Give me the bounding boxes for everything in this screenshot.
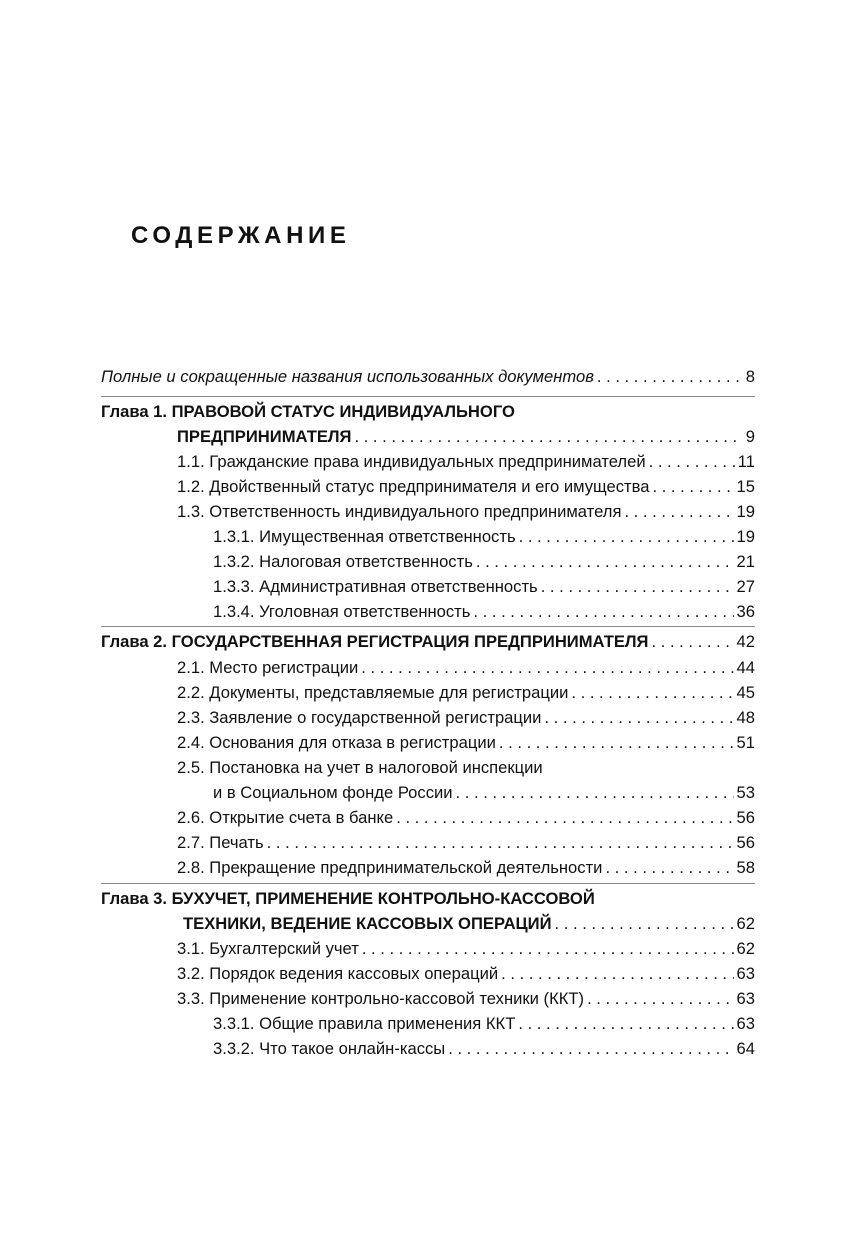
toc-leader-dots xyxy=(605,855,733,880)
toc-entry-label: 3.1. Бухгалтерский учет xyxy=(177,939,359,958)
toc-page-number: 21 xyxy=(736,552,755,571)
toc-page-number: 48 xyxy=(736,708,755,727)
toc-chapter-heading[interactable] xyxy=(101,629,755,654)
toc-entry[interactable] xyxy=(213,549,755,574)
toc-leader-dots xyxy=(476,549,734,574)
toc-entry[interactable] xyxy=(213,524,755,549)
toc-entry[interactable] xyxy=(101,364,755,389)
toc-entry[interactable] xyxy=(177,680,755,705)
toc-chapter-heading[interactable] xyxy=(101,886,755,911)
toc-entry[interactable] xyxy=(177,499,755,524)
toc-page-number: 63 xyxy=(736,1014,755,1033)
toc-leader-dots xyxy=(518,1011,733,1036)
toc-leader-dots xyxy=(649,449,735,474)
toc-entry-label: 3.3.1. Общие правила применения ККТ xyxy=(213,1014,516,1033)
toc-entry-label: 3.3.2. Что такое онлайн-кассы xyxy=(213,1039,446,1058)
toc-entry[interactable] xyxy=(177,705,755,730)
toc-page-number: 63 xyxy=(736,989,755,1008)
toc-entry-label: Глава 2. ГОСУДАРСТВЕННАЯ РЕГИСТРАЦИЯ ПРЕДПРИНИМАТЕЛЯ xyxy=(101,632,649,651)
toc-leader-dots xyxy=(544,705,733,730)
toc-chapter-heading-continued[interactable] xyxy=(183,911,755,936)
toc-leader-dots xyxy=(519,524,734,549)
toc-leader-dots xyxy=(555,911,734,936)
toc-entry-label: 3.2. Порядок ведения кассовых операций xyxy=(177,964,499,983)
toc-page-number: 36 xyxy=(736,602,755,621)
toc-leader-dots xyxy=(396,805,733,830)
toc-entry[interactable] xyxy=(213,574,755,599)
toc-entry[interactable] xyxy=(177,830,755,855)
toc-leader-dots xyxy=(448,1036,733,1061)
toc-entry-label: 2.2. Документы, представляемые для регистрации xyxy=(177,683,569,702)
toc-entry-label: 1.1. Гражданские права индивидуальных предпринимателей xyxy=(177,452,646,471)
toc-page-number: 19 xyxy=(736,502,755,521)
toc-leader-dots xyxy=(362,936,734,961)
toc-entry-label: 2.1. Место регистрации xyxy=(177,658,359,677)
toc-entry-label: 1.3.4. Уголовная ответственность xyxy=(213,602,471,621)
toc-leader-dots xyxy=(624,499,733,524)
toc-page-number: 62 xyxy=(736,914,755,933)
toc-entry-label: Полные и сокращенные названия использованных документов xyxy=(101,367,594,386)
divider xyxy=(101,396,755,397)
toc-leader-dots xyxy=(652,474,733,499)
toc-entry[interactable] xyxy=(177,474,755,499)
toc-leader-dots xyxy=(354,424,742,449)
page-title: СОДЕРЖАНИЕ xyxy=(131,222,351,249)
toc-entry-label: 1.3.1. Имущественная ответственность xyxy=(213,527,516,546)
toc-entry-label: 1.3. Ответственность индивидуального предпринимателя xyxy=(177,502,622,521)
toc-entry-label: 2.8. Прекращение предпринимательской деятельности xyxy=(177,858,603,877)
toc-leader-dots xyxy=(587,986,733,1011)
toc-page-number: 53 xyxy=(736,783,755,802)
toc-page-number: 63 xyxy=(736,964,755,983)
toc-entry-label: 2.6. Открытие счета в банке xyxy=(177,808,394,827)
toc-leader-dots xyxy=(361,655,733,680)
toc-leader-dots xyxy=(473,599,733,624)
toc-leader-dots xyxy=(652,629,734,654)
toc-entry-label: ПРЕДПРИНИМАТЕЛЯ xyxy=(177,427,352,446)
toc-leader-dots xyxy=(541,574,734,599)
toc-page-number: 42 xyxy=(736,632,755,651)
toc-leader-dots xyxy=(499,730,734,755)
toc-entry-label: 1.2. Двойственный статус предпринимателя и его имущества xyxy=(177,477,650,496)
toc-page-number: 27 xyxy=(736,577,755,596)
divider xyxy=(101,626,755,627)
toc-entry[interactable] xyxy=(177,449,755,474)
toc-leader-dots xyxy=(267,830,734,855)
toc-page-number: 51 xyxy=(736,733,755,752)
toc-entry[interactable] xyxy=(213,599,755,624)
toc-page-number: 45 xyxy=(736,683,755,702)
toc-entry-label: Глава 3. БУХУЧЕТ, ПРИМЕНЕНИЕ КОНТРОЛЬНО-КАССОВОЙ xyxy=(101,889,595,908)
toc-entry-label: 1.3.3. Административная ответственность xyxy=(213,577,538,596)
toc-chapter-heading[interactable] xyxy=(101,399,755,424)
toc-leader-dots xyxy=(571,680,733,705)
toc-leader-dots xyxy=(456,780,734,805)
toc-entry-label: и в Социальном фонде России xyxy=(213,783,453,802)
toc-entry[interactable] xyxy=(177,730,755,755)
toc-entry[interactable] xyxy=(177,961,755,986)
toc-entry[interactable] xyxy=(177,655,755,680)
toc-entry[interactable] xyxy=(177,755,755,780)
toc-entry[interactable] xyxy=(177,986,755,1011)
toc-page-number: 11 xyxy=(737,452,755,471)
toc-page-number: 64 xyxy=(736,1039,755,1058)
toc-entry-label: 1.3.2. Налоговая ответственность xyxy=(213,552,473,571)
toc-entry[interactable] xyxy=(177,805,755,830)
toc-leader-dots xyxy=(597,364,743,389)
toc-entry[interactable] xyxy=(213,1011,755,1036)
toc-page-number: 9 xyxy=(745,427,755,446)
toc-entry-label: 2.3. Заявление о государственной регистрации xyxy=(177,708,542,727)
toc-entry[interactable] xyxy=(213,1036,755,1061)
toc-entry-label: 3.3. Применение контрольно-кассовой техники (ККТ) xyxy=(177,989,585,1008)
toc-page-number: 44 xyxy=(736,658,755,677)
toc-entry[interactable] xyxy=(177,855,755,880)
toc-page-number: 56 xyxy=(736,833,755,852)
toc-entry-label: 2.4. Основания для отказа в регистрации xyxy=(177,733,496,752)
toc-entry-label: 2.7. Печать xyxy=(177,833,264,852)
toc-page-number: 19 xyxy=(736,527,755,546)
toc-page-number: 15 xyxy=(736,477,755,496)
toc-page-number: 58 xyxy=(736,858,755,877)
toc-chapter-heading-continued[interactable] xyxy=(177,424,755,449)
toc-entry-label: Глава 1. ПРАВОВОЙ СТАТУС ИНДИВИДУАЛЬНОГО xyxy=(101,402,515,421)
toc-entry-label: 2.5. Постановка на учет в налоговой инспекции xyxy=(177,758,543,777)
toc-entry[interactable] xyxy=(177,936,755,961)
toc-page-number: 56 xyxy=(736,808,755,827)
toc-leader-dots xyxy=(501,961,733,986)
toc-entry-continued[interactable] xyxy=(213,780,755,805)
divider xyxy=(101,883,755,884)
toc-entry-label: ТЕХНИКИ, ВЕДЕНИЕ КАССОВЫХ ОПЕРАЦИЙ xyxy=(183,914,552,933)
toc-page-number: 62 xyxy=(736,939,755,958)
toc-page-number: 8 xyxy=(745,367,755,386)
